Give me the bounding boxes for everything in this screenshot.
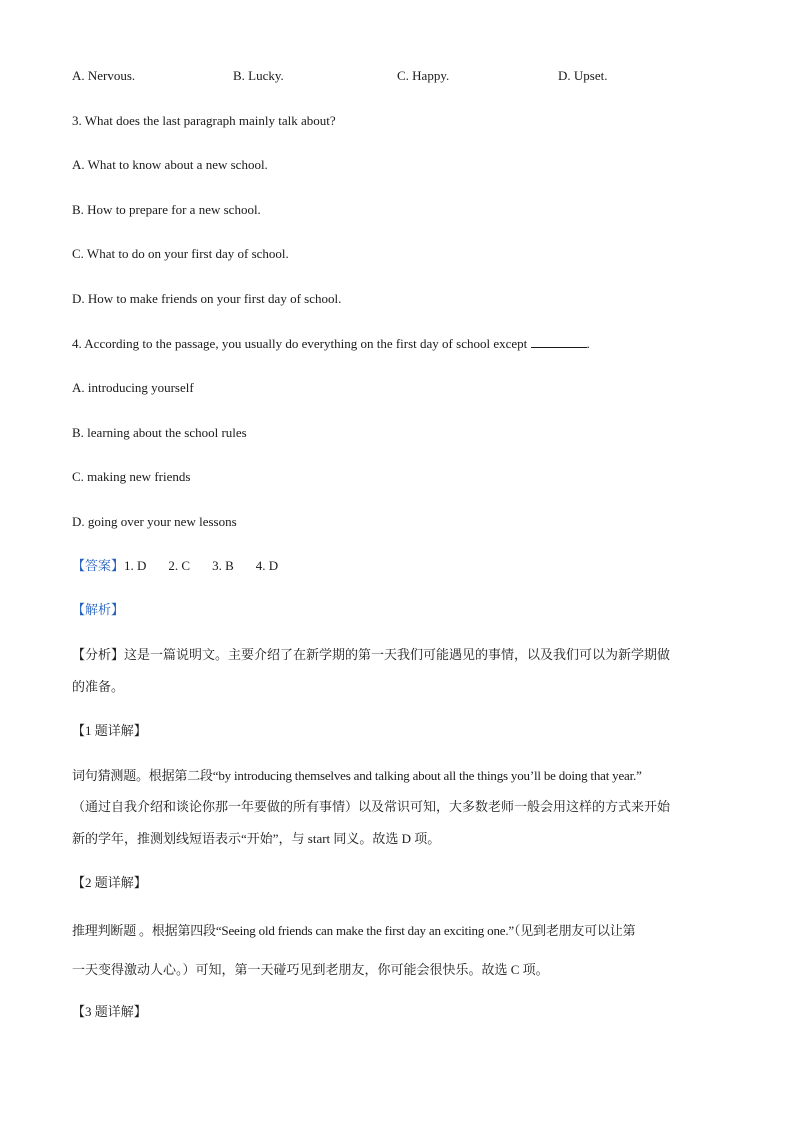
summary-label: 【分析】 (72, 647, 125, 662)
q4-stem-line (72, 335, 590, 352)
q4-stem: 4. According to the passage, you usually do everything on the first day of school except (72, 336, 528, 351)
q2-option-c: C. Happy. (397, 68, 450, 83)
detail-2-line-1: 推理判断题 。根据第四段“Seeing old friends can make the first day an exciting one.”（见到老朋友可以让第 (72, 923, 636, 938)
detail-1-title: 【1 题详解】 (72, 723, 147, 738)
summary-line-1 (72, 647, 670, 663)
q4-answer-blank (531, 335, 587, 348)
q2-option-a: A. Nervous. (72, 68, 136, 83)
detail-2-line-2: 一天变得激动人心。）可知，第一天碰巧见到老朋友，你可能会很快乐。故选 C 项。 (72, 962, 549, 977)
q4-option-c: C. making new friends (72, 469, 191, 484)
answer-label: 【答案】 (72, 558, 125, 573)
q4-stem-end: . (586, 336, 590, 351)
q3-option-a: A. What to know about a new school. (72, 157, 268, 172)
detail-3-title: 【3 题详解】 (72, 1004, 147, 1019)
q4-option-a: A. introducing yourself (72, 380, 194, 395)
q3-option-c: C. What to do on your first day of school. (72, 246, 289, 261)
q4-option-d: D. going over your new lessons (72, 514, 237, 529)
q2-option-d: D. Upset. (558, 68, 608, 83)
summary-text-1: 这是一篇说明文。主要介绍了在新学期的第一天我们可能遇见的事情，以及我们可以为新学期做 (124, 647, 671, 662)
answer-3: 3. B (212, 558, 234, 573)
detail-1-line-1: 词句猜测题。根据第二段“by introducing themselves and talking about all the things you’ll be doing that year.” (72, 768, 642, 783)
summary-line-2: 的准备。 (72, 679, 125, 694)
q3-option-b: B. How to prepare for a new school. (72, 202, 261, 217)
detail-2-title: 【2 题详解】 (72, 875, 147, 890)
answer-2: 2. C (168, 558, 191, 573)
answer-line (72, 558, 278, 574)
q3-stem: 3. What does the last paragraph mainly talk about? (72, 113, 336, 128)
q2-option-b: B. Lucky. (233, 68, 284, 83)
answer-1: 1. D (124, 558, 147, 573)
q4-option-b: B. learning about the school rules (72, 425, 247, 440)
q3-option-d: D. How to make friends on your first day of school. (72, 291, 342, 306)
answer-4: 4. D (255, 558, 279, 573)
detail-1-line-2: （通过自我介绍和谈论你那一年要做的所有事情）以及常识可知，大多数老师一般会用这样的方式来开始 (72, 799, 671, 814)
analysis-title: 【解析】 (72, 602, 125, 617)
detail-1-line-3: 新的学年，推测划线短语表示“开始”，与 start 同义。故选 D 项。 (72, 831, 441, 846)
